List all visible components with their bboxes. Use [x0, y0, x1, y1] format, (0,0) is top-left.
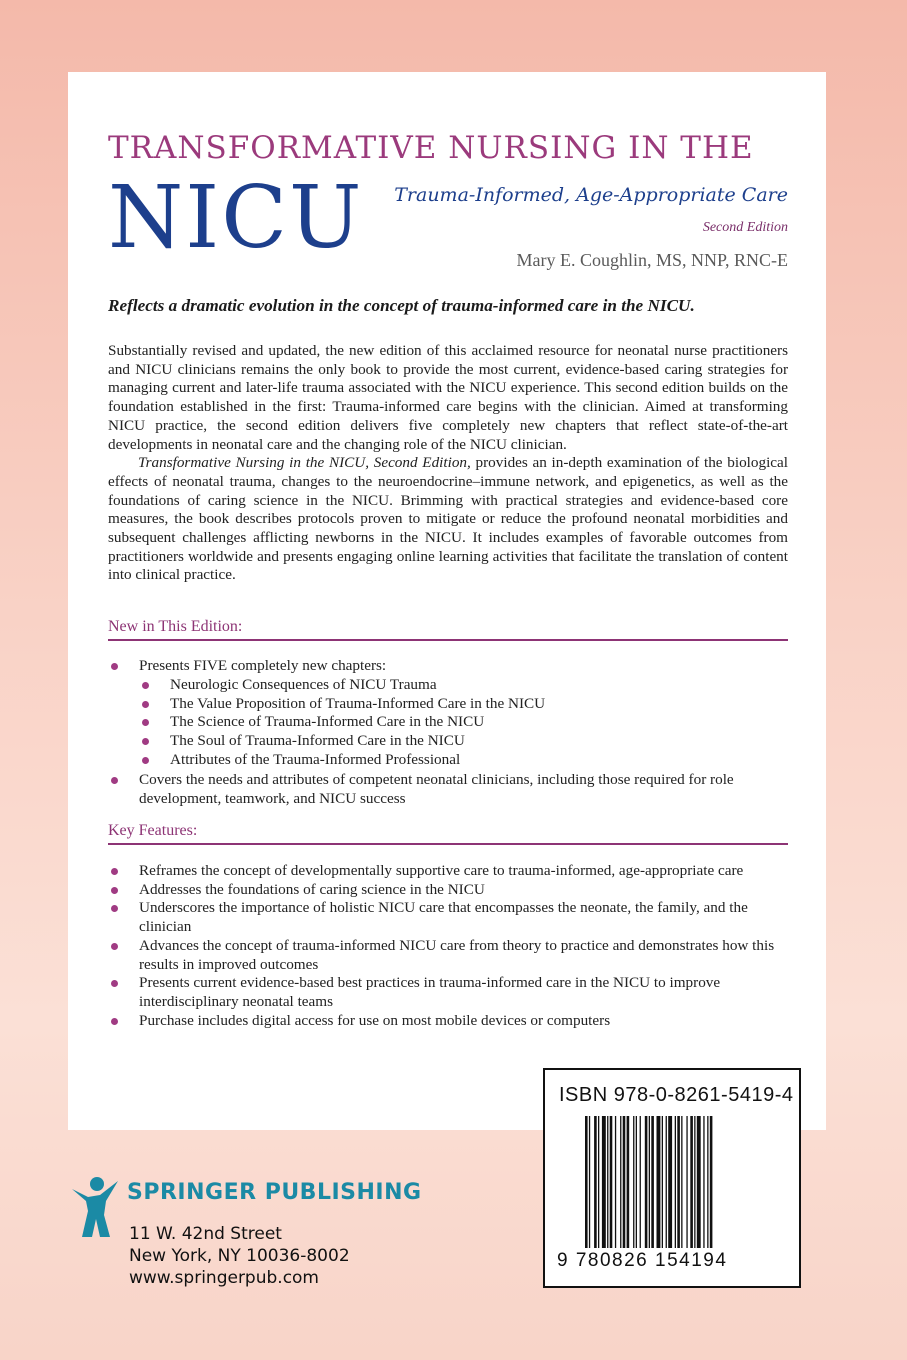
barcode-bar — [607, 1116, 608, 1248]
barcode-bar — [668, 1116, 672, 1248]
barcode-bar — [681, 1116, 682, 1248]
feature-text: Addresses the foundations of caring science in the NICU — [139, 880, 485, 898]
barcode-bar — [662, 1116, 663, 1248]
chapter-text: The Soul of Trauma-Informed Care in the NICU — [170, 732, 465, 750]
barcode-box — [543, 1068, 801, 1288]
tagline: Reflects a dramatic evolution in the concept of trauma-informed care in the NICU. — [108, 296, 695, 315]
description-paragraph-2-text: provides an in-depth examination of the biological effects of neonatal trauma, changes to the neuroendocrine–immune network, and epigenetics, as well as the foundations of caring science in the NICU. Brimming with practical strategies and evidence-based core measures, the book describes protocols proven to mitigate or reduce the profound neonatal morbidities and subsequent challenges afflicting newborns in the NICU. It includes examples of favorable outcomes from practitioners worldwide and presents engaging online learning activities that facilitate the translation of content into clinical practice. — [108, 454, 788, 584]
ean-number: 9 780826 154194 — [557, 1250, 728, 1271]
barcode-bar — [640, 1116, 641, 1248]
feature-item — [108, 974, 788, 1011]
barcode-bar — [707, 1116, 708, 1248]
bullet-icon — [111, 980, 118, 987]
edition-label: Second Edition — [702, 220, 788, 235]
bullet-icon — [111, 905, 118, 912]
feature-item — [108, 899, 788, 936]
barcode-bar — [694, 1116, 695, 1248]
key-features-list — [108, 862, 788, 1030]
barcode-bar — [598, 1116, 599, 1248]
barcode-bar — [615, 1116, 616, 1248]
barcode-bar — [594, 1116, 597, 1248]
barcode-bar — [610, 1116, 613, 1248]
barcode-bar — [677, 1116, 680, 1248]
feature-text: Advances the concept of trauma-informed NICU care from theory to practice and demonstrates how this results in improved outcomes — [139, 936, 775, 973]
chapter-item — [108, 713, 788, 732]
barcode-bar — [602, 1116, 606, 1248]
bullet-icon — [111, 868, 118, 875]
barcode-bar — [703, 1116, 704, 1248]
bullet-icon — [111, 1018, 118, 1025]
barcode-bars — [585, 1116, 765, 1248]
barcode-bar — [675, 1116, 676, 1248]
feature-item — [108, 862, 788, 881]
publisher-address-line2: New York, NY 10036-8002 — [129, 1246, 350, 1266]
title-top: TRANSFORMATIVE NURSING IN THE — [108, 130, 754, 166]
feature-text: Underscores the importance of holistic NICU care that encompasses the neonate, the family, and the clinician — [139, 899, 748, 936]
bullet-icon — [142, 682, 149, 689]
barcode-bar — [585, 1116, 588, 1248]
author: Mary E. Coughlin, MS, NNP, RNC-E — [516, 250, 788, 270]
list-item — [108, 657, 788, 676]
chapter-item — [108, 676, 788, 695]
title-main: NICU — [108, 168, 364, 268]
barcode-bar — [633, 1116, 634, 1248]
new-edition-list-2 — [108, 771, 788, 808]
chapter-item — [108, 732, 788, 751]
barcode-bar — [666, 1116, 667, 1248]
feature-item — [108, 881, 788, 900]
barcode-bar — [623, 1116, 626, 1248]
barcode-bar — [589, 1116, 590, 1248]
barcode-bar — [649, 1116, 650, 1248]
barcode-bar — [690, 1116, 693, 1248]
list-item-text: Presents FIVE completely new chapters: — [139, 657, 387, 674]
new-edition-list — [108, 657, 788, 676]
cover-panel — [68, 72, 826, 1130]
chapter-text: Neurologic Consequences of NICU Trauma — [170, 676, 437, 693]
bullet-icon — [111, 663, 118, 670]
feature-item — [108, 1012, 788, 1031]
description-paragraph-2 — [108, 454, 788, 585]
bullet-icon — [111, 887, 118, 894]
feature-text: Presents current evidence-based best practices in trauma-informed care in the NICU to improve interdisciplinary neonatal teams — [139, 974, 721, 1010]
barcode-bar — [645, 1116, 648, 1248]
bullet-icon — [142, 701, 149, 708]
barcode-bar — [686, 1116, 687, 1248]
chapter-list — [108, 676, 788, 770]
chapter-text: The Value Proposition of Trauma-Informed Care in the NICU — [170, 694, 546, 712]
feature-text: Reframes the concept of developmentally supportive care to trauma-informed, age-appropriate care — [139, 862, 744, 879]
barcode-bar — [651, 1116, 654, 1248]
isbn-label: ISBN 978-0-8261-5419-4 — [559, 1084, 794, 1106]
barcode-bar — [697, 1116, 701, 1248]
barcode-bar — [627, 1116, 630, 1248]
chapter-item — [108, 751, 788, 770]
bullet-icon — [142, 719, 149, 726]
new-edition-heading: New in This Edition: — [108, 618, 788, 641]
description-paragraph-1: Substantially revised and updated, the new edition of this acclaimed resource for neonatal nurse practitioners and NICU clinicians remains the only book to provide the most current, evidence-based caring strategies for managing current and later-life trauma associated with the NICU experience. This second edition builds on the foundation established in the first: Trauma-informed care begins with the clinician. Aimed at transforming NICU practice, the second edition delivers five completely new chapters that reflect state-of-the-art developments in neonatal care and the changing role of the NICU clinician. — [108, 342, 788, 453]
feature-item — [108, 937, 788, 974]
list-item — [108, 771, 788, 808]
publisher-name: SPRINGER PUBLISHING — [127, 1180, 422, 1205]
chapter-text: The Science of Trauma-Informed Care in the NICU — [170, 713, 485, 731]
bullet-icon — [111, 777, 118, 784]
barcode-bar — [710, 1116, 713, 1248]
chapter-text: Attributes of the Trauma-Informed Professional — [170, 750, 461, 768]
springer-logo-icon — [70, 1175, 122, 1239]
barcode-bar — [636, 1116, 637, 1248]
key-features-heading: Key Features: — [108, 822, 788, 845]
bullet-icon — [111, 943, 118, 950]
publisher-address-line1: 11 W. 42nd Street — [129, 1224, 282, 1244]
list-item-text: Covers the needs and attributes of competent neonatal clinicians, including those required for role development, teamwork, and NICU success — [139, 771, 734, 807]
bullet-icon — [142, 738, 149, 745]
barcode-bar — [620, 1116, 621, 1248]
book-title-italic: Transformative Nursing in the NICU, Second Edition, — [138, 454, 471, 472]
chapter-item — [108, 695, 788, 714]
subtitle: Trauma-Informed, Age-Appropriate Care — [394, 184, 788, 206]
publisher-website[interactable]: www.springerpub.com — [129, 1268, 319, 1288]
bullet-icon — [142, 757, 149, 764]
barcode-bar — [657, 1116, 661, 1248]
description — [108, 342, 788, 585]
feature-text: Purchase includes digital access for use on most mobile devices or computers — [139, 1011, 611, 1029]
